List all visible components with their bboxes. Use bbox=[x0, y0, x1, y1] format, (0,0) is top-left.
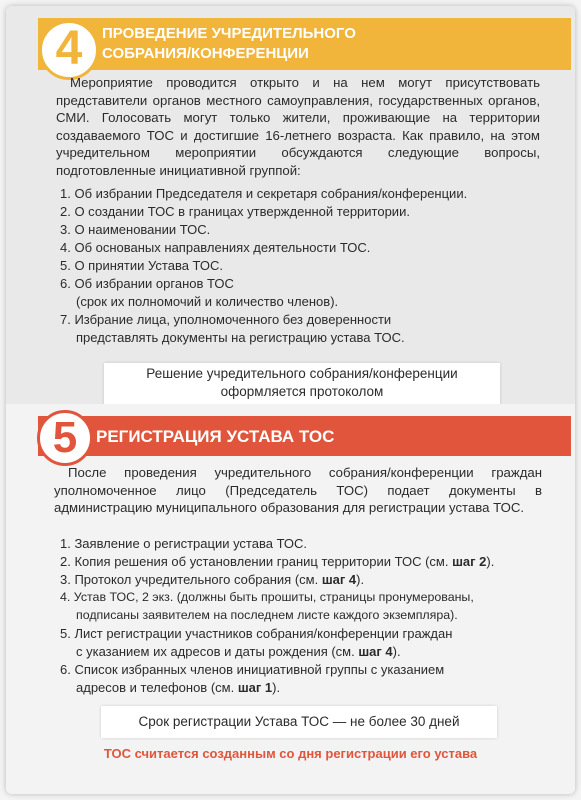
step-reference: шаг 4 bbox=[358, 644, 393, 659]
section-5-list bbox=[60, 535, 540, 697]
list-item: 3. О наименовании ТОС. bbox=[60, 222, 211, 237]
list-item-text-end: ). bbox=[392, 644, 401, 659]
section-5 bbox=[6, 404, 575, 794]
section-4-note-line1: Решение учредительного собрания/конференции bbox=[146, 366, 458, 381]
section-4-intro: Мероприятие проводится открыто и на нем могут присутствовать представители органов местного самоуправления, государственных органов, СМИ. Голосовать могут только жители, проживающие на территории создаваемого ТОС и достигшие 16-летнего возраста. Как правило, на этом учредительном мероприятии обсуждаются следующие вопросы, подготовленные инициативной группой: bbox=[56, 75, 540, 178]
list-item: 4. Устав ТОС, 2 экз. (должны быть прошиты, страницы пронумерованы, bbox=[60, 590, 474, 604]
section-5-final-statement: ТОС считается созданным со дня регистрации его устава bbox=[103, 746, 478, 761]
list-item: 5. Лист регистрации участников собрания/конференции граждан bbox=[60, 626, 453, 641]
section-4 bbox=[6, 6, 575, 404]
list-item: 1. Заявление о регистрации устава ТОС. bbox=[60, 536, 308, 551]
section-5-note-box: Срок регистрации Устава ТОС — не более 30 дней bbox=[101, 706, 497, 738]
step-reference: шаг 4 bbox=[321, 572, 357, 587]
step-reference: шаг 1 bbox=[237, 680, 273, 695]
list-item bbox=[60, 553, 540, 571]
list-item: 6. Список избранных членов инициативной группы с указанием bbox=[60, 662, 445, 677]
list-item bbox=[60, 571, 540, 589]
section-4-note-line2: оформляется протоколом bbox=[220, 384, 384, 399]
document-page bbox=[6, 6, 575, 794]
list-item-continuation bbox=[60, 679, 540, 697]
list-item-text: 3. Протокол учредительного собрания (см. bbox=[60, 572, 322, 587]
list-item: 6. Об избрании органов ТОС bbox=[60, 276, 234, 291]
section-5-number-badge: 5 bbox=[37, 410, 93, 466]
step-reference: шаг 2 bbox=[452, 554, 487, 569]
section-4-title-line2: СОБРАНИЯ/КОНФЕРЕНЦИИ bbox=[102, 45, 309, 62]
list-item-text: 2. Копия решения об установлении границ территории ТОС (см. bbox=[60, 554, 453, 569]
list-item: 1. Об избрании Председателя и секретаря собрания/конференции. bbox=[60, 186, 468, 201]
section-4-list bbox=[60, 185, 530, 347]
list-item-text-end: ). bbox=[356, 572, 365, 587]
list-item-text: с указанием их адресов и даты рождения (см. bbox=[76, 644, 359, 659]
list-item: 2. О создании ТОС в границах утвержденной территории. bbox=[60, 204, 410, 219]
list-item-continuation: (срок их полномочий и количество членов). bbox=[76, 294, 339, 309]
list-item: 4. Об основаных направлениях деятельности ТОС. bbox=[60, 240, 371, 255]
list-item: 5. О принятии Устава ТОС. bbox=[60, 258, 224, 273]
list-item-text-end: ). bbox=[272, 680, 281, 695]
list-item-continuation bbox=[60, 643, 540, 661]
list-item-continuation: подписаны заявителем на последнем листе каждого экземпляра). bbox=[76, 608, 458, 622]
section-4-note-box bbox=[104, 363, 500, 406]
section-4-title-line1: ПРОВЕДЕНИЕ УЧРЕДИТЕЛЬНОГО bbox=[102, 25, 356, 42]
list-item: 7. Избрание лица, уполномоченного без доверенности bbox=[60, 312, 392, 327]
list-item-text-end: ). bbox=[486, 554, 495, 569]
list-item-continuation: представлять документы на регистрацию устава ТОС. bbox=[76, 330, 405, 345]
list-item-text: адресов и телефонов (см. bbox=[76, 680, 238, 695]
section-4-title bbox=[102, 24, 522, 64]
section-4-number-badge: 4 bbox=[39, 20, 99, 80]
section-5-title: РЕГИСТРАЦИЯ УСТАВА ТОС bbox=[96, 427, 335, 446]
section-5-intro: После проведения учредительного собрания/конференции граждан уполномоченное лицо (Председатель ТОС) подает документы в администрацию муниципального образования для регистрации устава ТОС. bbox=[54, 465, 542, 515]
